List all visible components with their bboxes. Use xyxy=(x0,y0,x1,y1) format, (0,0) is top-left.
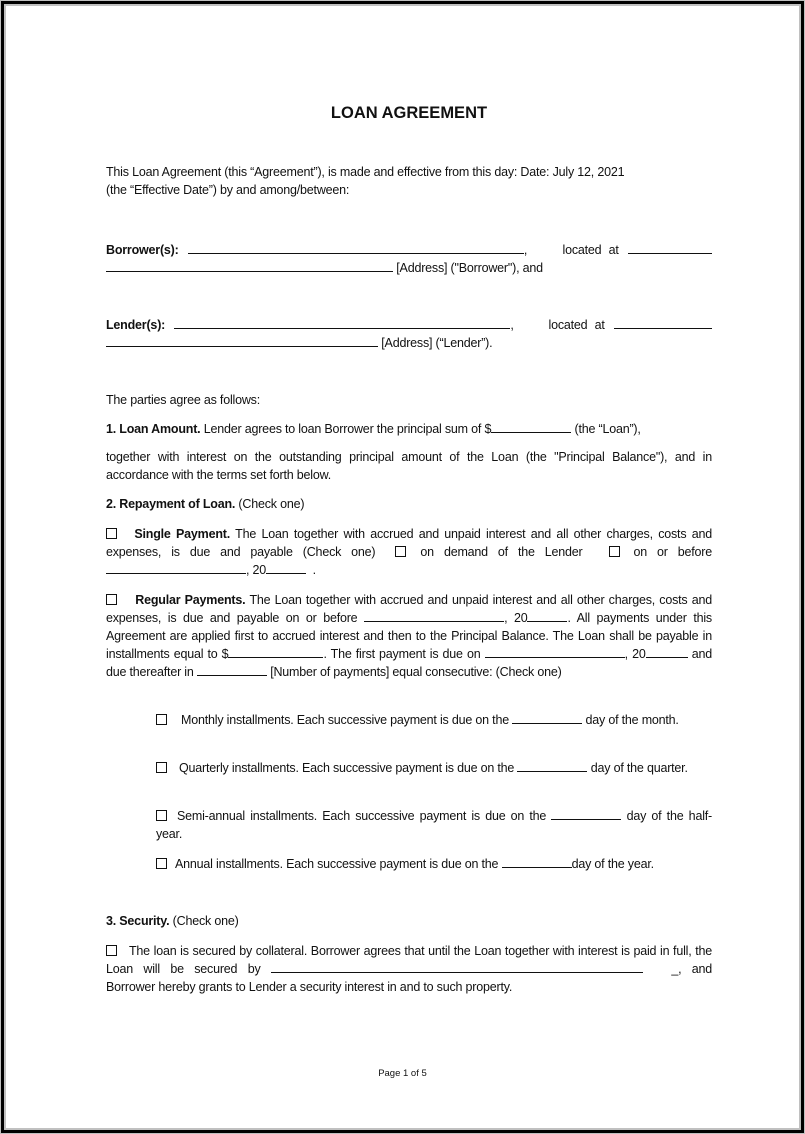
borrower-address-blank-2[interactable] xyxy=(106,259,393,272)
single-payment-date-blank[interactable] xyxy=(106,561,246,574)
section-1-loan-amount xyxy=(106,420,712,438)
lender-label: Lender(s): xyxy=(106,318,166,332)
section-1-heading: 1. Loan Amount. xyxy=(106,422,201,436)
borrower-comma: , xyxy=(523,243,528,257)
borrower-name-blank[interactable] xyxy=(188,241,524,254)
borrower-address-suffix: [Address] ("Borrower"), and xyxy=(396,261,543,275)
document-title: LOAN AGREEMENT xyxy=(330,104,488,122)
collateral-description-blank[interactable] xyxy=(271,960,643,973)
annual-label: Annual installments. Each successive payment is due on the xyxy=(175,857,499,871)
installment-annual xyxy=(156,855,712,873)
single-payment-year-blank[interactable] xyxy=(266,561,306,574)
monthly-label: Monthly installments. Each successive payment is due on the xyxy=(181,713,509,727)
regular-payments-text-e: , 20 xyxy=(624,647,646,661)
installment-amount-blank[interactable] xyxy=(228,645,323,658)
intro-line-2: (the “Effective Date”) by and among/between: xyxy=(106,183,350,197)
semi-annual-checkbox[interactable] xyxy=(156,810,167,821)
parties-agree: The parties agree as follows: xyxy=(106,393,261,407)
collateral-checkbox[interactable] xyxy=(106,945,117,956)
section-1-text-b: (the “Loan”), xyxy=(571,422,641,436)
annual-suffix: day of the year. xyxy=(571,857,654,871)
quarterly-checkbox[interactable] xyxy=(156,762,167,773)
semi-annual-suffix: day of the half-year. xyxy=(156,809,713,841)
number-of-payments-blank[interactable] xyxy=(197,663,267,676)
on-or-before-checkbox[interactable] xyxy=(609,546,620,557)
section-2-note: (Check one) xyxy=(235,497,305,511)
section-3-note: (Check one) xyxy=(169,914,239,928)
lender-address-blank-1[interactable] xyxy=(614,316,712,329)
intro-line-1: This Loan Agreement (this “Agreement”), is made and effective from this day: Date: July 12, 2021 xyxy=(106,165,625,179)
annual-day-blank[interactable] xyxy=(502,855,572,868)
regular-payments-label: Regular Payments. xyxy=(135,593,246,607)
single-payment-text: The Loan together with accrued and unpaid interest and all other charges, costs and expenses, is due and payable (Check one) xyxy=(106,527,712,559)
lender-located-at: located at xyxy=(548,318,605,332)
quarterly-day-blank[interactable] xyxy=(517,759,587,772)
regular-payments-text-d: . The first payment is due on xyxy=(323,647,481,661)
document-page xyxy=(6,6,799,1128)
page-number-footer: Page 1 of 5 xyxy=(378,1068,427,1079)
single-payment-label: Single Payment. xyxy=(134,527,231,541)
first-payment-date-blank[interactable] xyxy=(485,645,625,658)
installment-quarterly xyxy=(156,759,712,777)
monthly-suffix: day of the month. xyxy=(585,713,679,727)
monthly-checkbox[interactable] xyxy=(156,714,167,725)
installment-monthly xyxy=(156,711,712,729)
borrower-address-blank-1[interactable] xyxy=(628,241,712,254)
quarterly-suffix: day of the quarter. xyxy=(590,761,688,775)
regular-payments-year-blank[interactable] xyxy=(527,609,567,622)
section-3-heading: 3. Security. xyxy=(106,914,170,928)
on-demand-checkbox[interactable] xyxy=(395,546,406,557)
regular-payments-text-a: The Loan together with accrued and unpaid interest and all other charges, costs and expenses, is due and payable on or before xyxy=(106,593,712,625)
section-3-security xyxy=(106,912,712,930)
section-2-repayment xyxy=(106,495,712,513)
single-payment-end: . xyxy=(312,563,316,577)
borrower-section xyxy=(106,241,712,277)
regular-payments-date-blank[interactable] xyxy=(364,609,504,622)
section-1-text-a: Lender agrees to loan Borrower the principal sum of $ xyxy=(200,422,492,436)
regular-payments-text-c: . All payments under this Agreement are applied first to accrued interest and then to the Principal Balance. The Loan shall be payable in installments equal to $ xyxy=(106,611,712,661)
single-payment-year-prefix: , 20 xyxy=(246,563,267,577)
lender-section xyxy=(106,316,712,352)
collateral-text-b: _, and Borrower hereby grants to Lender a security interest in and to such property. xyxy=(106,962,712,994)
annual-checkbox[interactable] xyxy=(156,858,167,869)
regular-payments-option xyxy=(106,591,712,681)
single-payment-option xyxy=(106,525,712,579)
lender-name-blank[interactable] xyxy=(174,316,510,329)
regular-payments-text-f: and due thereafter in xyxy=(106,647,712,679)
borrower-located-at: located at xyxy=(562,243,619,257)
first-payment-year-blank[interactable] xyxy=(646,645,688,658)
installment-semi-annual xyxy=(156,807,712,843)
on-or-before-label: on or before xyxy=(633,545,712,559)
lender-address-blank-2[interactable] xyxy=(106,334,378,347)
semi-annual-day-blank[interactable] xyxy=(551,807,621,820)
intro-paragraph xyxy=(106,163,712,199)
on-demand-label: on demand of the Lender xyxy=(420,545,583,559)
lender-comma: , xyxy=(510,318,514,332)
single-payment-checkbox[interactable] xyxy=(106,528,117,539)
loan-amount-blank[interactable] xyxy=(491,420,571,433)
section-2-heading: 2. Repayment of Loan. xyxy=(106,497,236,511)
regular-payments-text-b: , 20 xyxy=(504,611,528,625)
quarterly-label: Quarterly installments. Each successive payment is due on the xyxy=(179,761,515,775)
regular-payments-checkbox[interactable] xyxy=(106,594,117,605)
collateral-option xyxy=(106,942,712,996)
borrower-label: Borrower(s): xyxy=(106,243,179,257)
semi-annual-label: Semi-annual installments. Each successive payment is due on the xyxy=(177,809,547,823)
lender-address-suffix: [Address] (“Lender”). xyxy=(381,336,493,350)
monthly-day-blank[interactable] xyxy=(512,711,582,724)
collateral-text-a: The loan is secured by collateral. Borrower agrees that until the Loan together with interest is paid in full, the Loan will be secured by xyxy=(106,944,712,976)
regular-payments-text-g: [Number of payments] equal consecutive: (Check one) xyxy=(266,665,562,679)
section-1-continuation: together with interest on the outstanding principal amount of the Loan (the "Principal Balance"), and in accordance with the terms set forth below. xyxy=(106,450,712,482)
